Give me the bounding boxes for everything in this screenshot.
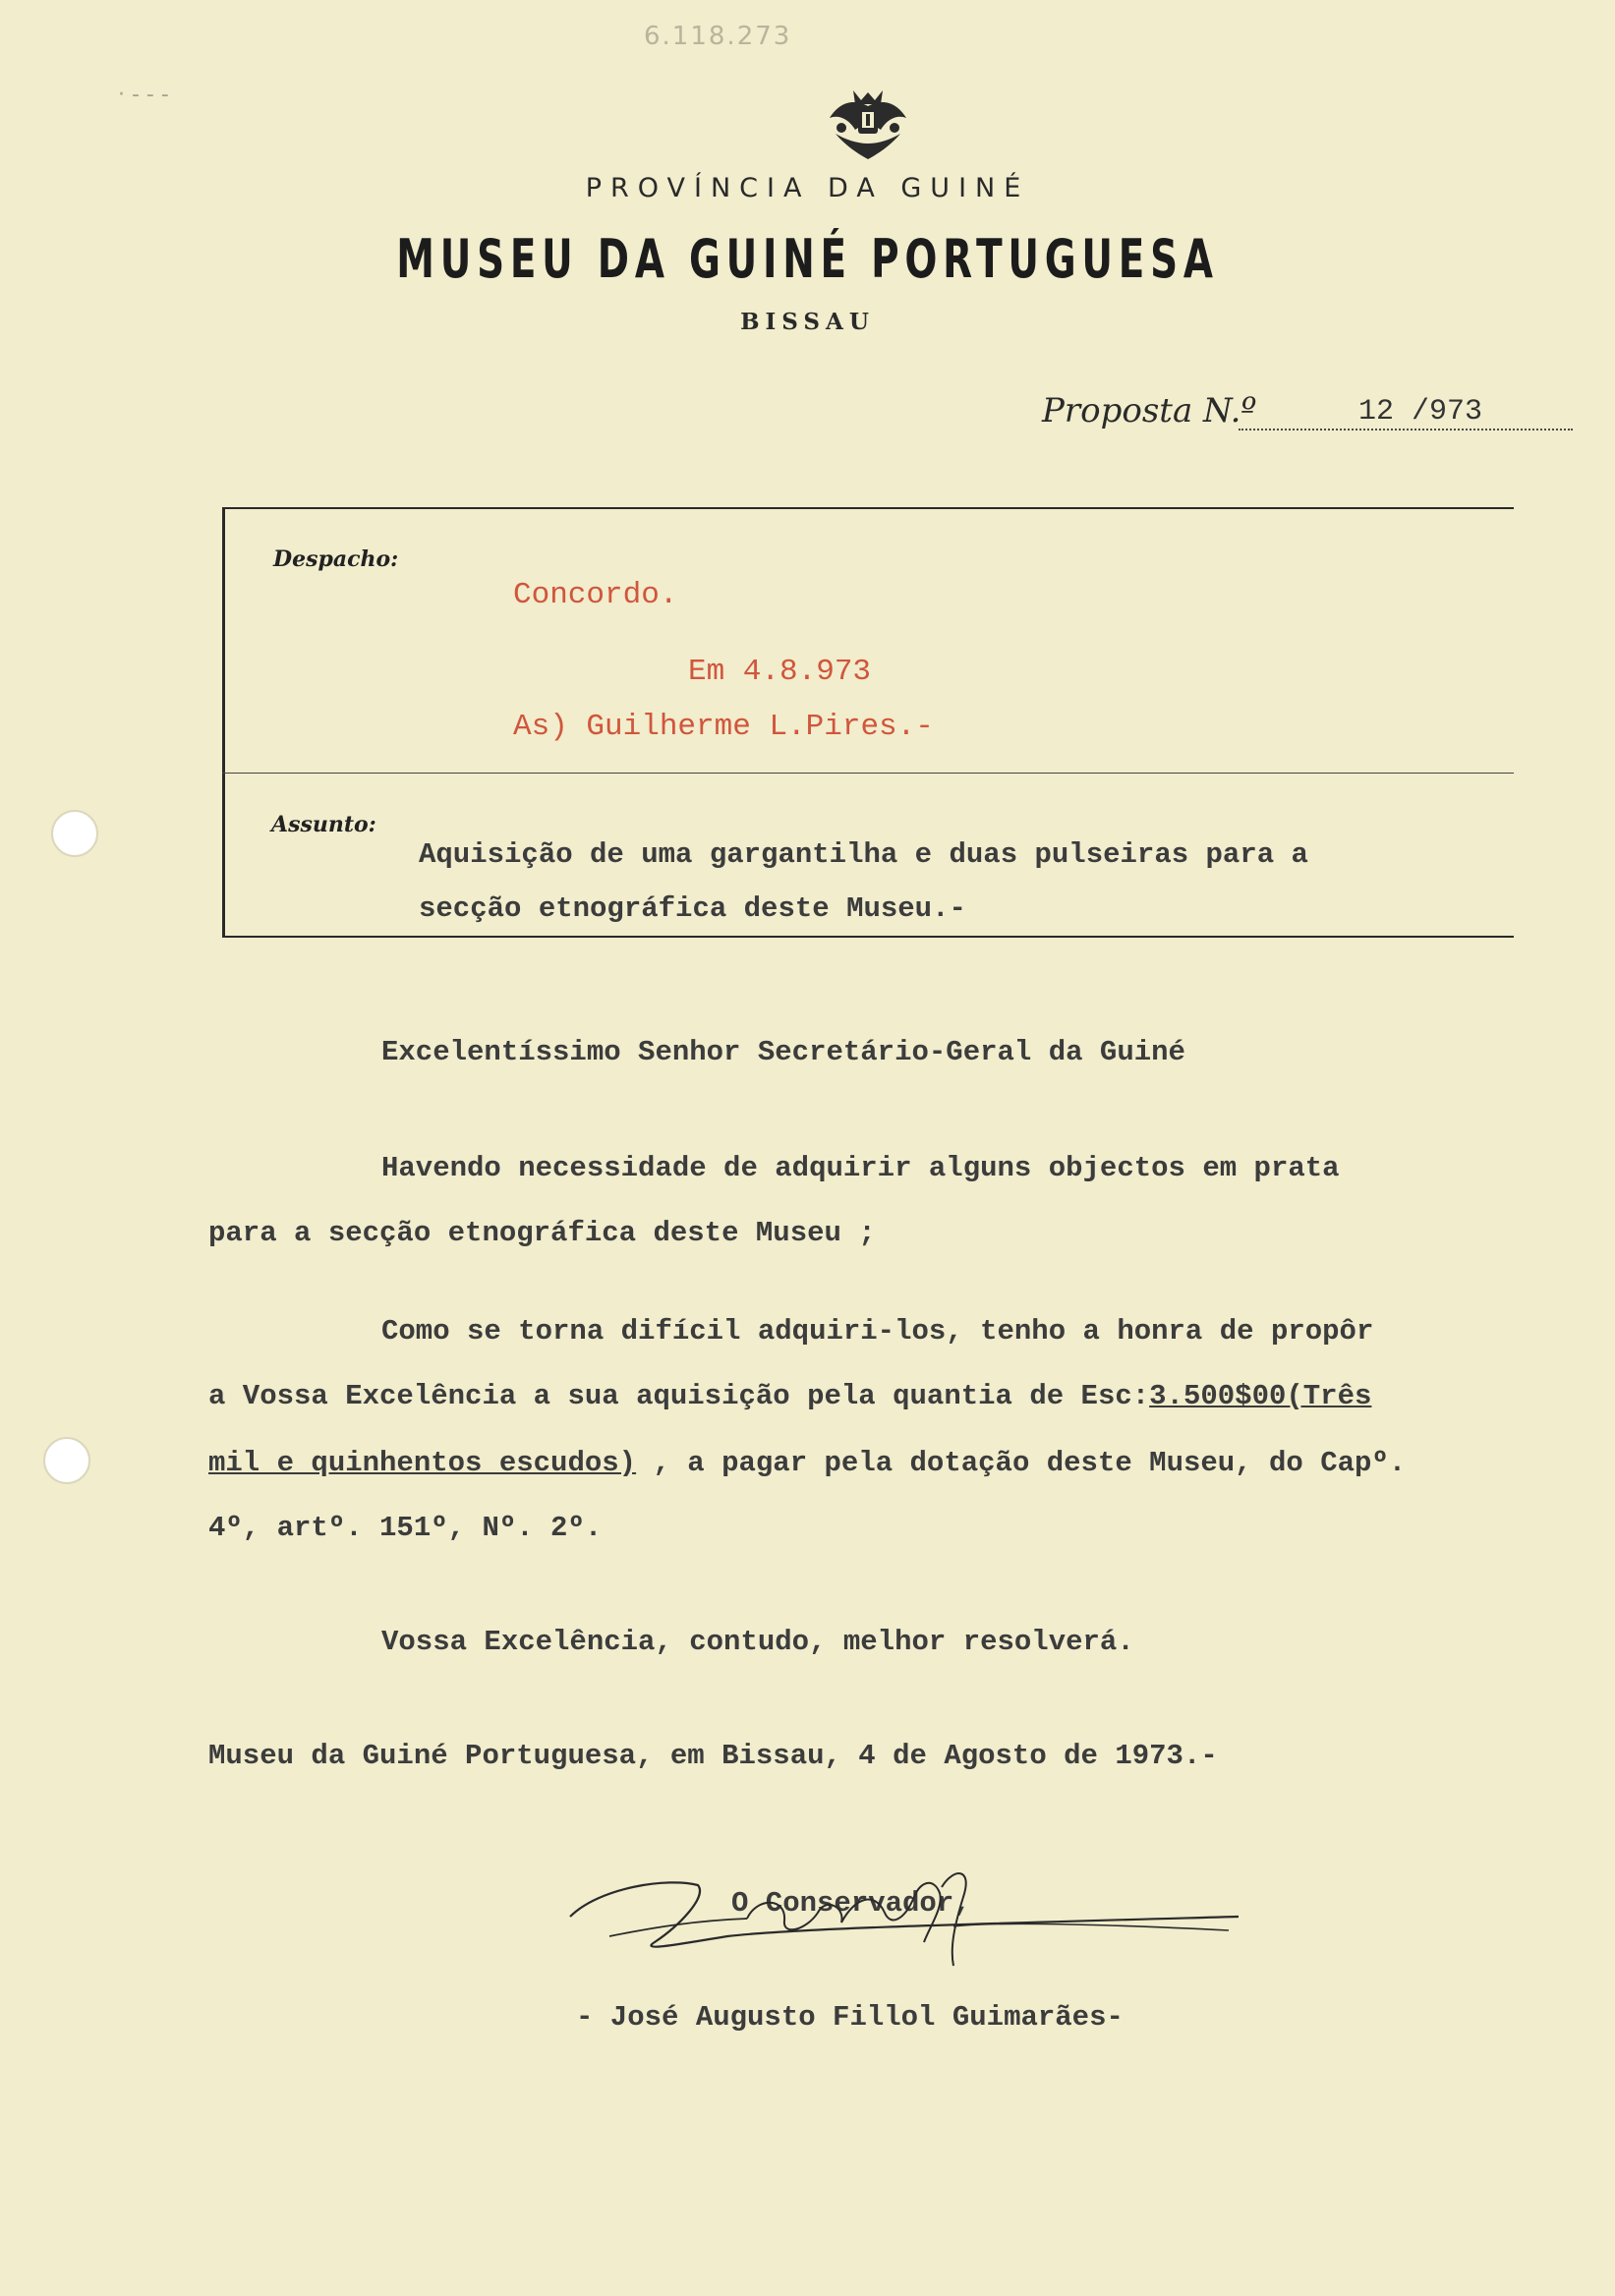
subject-text: [419, 828, 1520, 936]
subject-line-2: secção etnográfica deste Museu.-: [419, 892, 966, 925]
paragraph-2-line-1: Como se torna difícil adquiri-los, tenho a honra de propôr: [381, 1315, 1374, 1348]
signer-name: - José Augusto Fillol Guimarães-: [576, 2001, 1124, 2034]
paragraph-2-line-2: [208, 1380, 1371, 1412]
box-middle-rule: [222, 773, 1514, 774]
coat-of-arms-icon: [822, 85, 914, 163]
box-top-rule: [222, 507, 1514, 509]
paragraph-1-line-1: Havendo necessidade de adquirir alguns objectos em prata: [381, 1152, 1340, 1184]
museum-heading: MUSEU DA GUINÉ PORTUGUESA: [396, 228, 1219, 290]
proposal-number: [1042, 391, 1514, 440]
subject-line-1: Aquisição de uma gargantilha e duas pulseiras para a: [419, 838, 1308, 871]
paragraph-2-line-3-text: , a pagar pela dotação deste Museu, do Capº.: [636, 1447, 1407, 1479]
dispatch-decision: Concordo.: [513, 578, 678, 612]
box-bottom-rule: [222, 936, 1514, 938]
signer-title: O Conservador,: [731, 1887, 971, 1920]
proposal-label: Proposta N.º: [1042, 391, 1257, 430]
paper-smudge: · ‑ ‑ ‑: [118, 83, 169, 107]
closing-line: Vossa Excelência, contudo, melhor resolverá.: [381, 1626, 1134, 1658]
dispatch-signature: As) Guilherme L.Pires.-: [513, 710, 934, 744]
archive-mark: 6.118.273: [644, 22, 792, 51]
place-and-date: Museu da Guiné Portuguesa, em Bissau, 4 de Agosto de 1973.-: [208, 1740, 1218, 1772]
amount-words: mil e quinhentos escudos): [208, 1447, 637, 1479]
proposal-dotted-line: [1239, 429, 1573, 430]
paragraph-2-line-4: 4º, artº. 151º, Nº. 2º.: [208, 1512, 603, 1544]
city-heading: BISSAU: [740, 309, 875, 335]
proposal-number-value: 12 /973: [1358, 395, 1483, 429]
province-heading: PROVÍNCIA DA GUINÉ: [585, 173, 1030, 203]
subject-label: Assunto:: [271, 812, 376, 837]
dispatch-label: Despacho:: [273, 546, 399, 572]
punch-hole-bottom: [43, 1437, 90, 1484]
dispatch-date: Em 4.8.973: [688, 655, 872, 689]
paragraph-2-line-3: [208, 1447, 1406, 1479]
salutation: Excelentíssimo Senhor Secretário-Geral da Guiné: [381, 1036, 1185, 1068]
paragraph-2-line-2-text: a Vossa Excelência a sua aquisição pela quantia de Esc:: [208, 1380, 1150, 1412]
punch-hole-top: [51, 810, 98, 857]
handwritten-signature: [560, 1858, 1248, 1976]
amount-figure: 3.500$00(Três: [1149, 1380, 1372, 1412]
paragraph-1-line-2: para a secção etnográfica deste Museu ;: [208, 1217, 876, 1249]
